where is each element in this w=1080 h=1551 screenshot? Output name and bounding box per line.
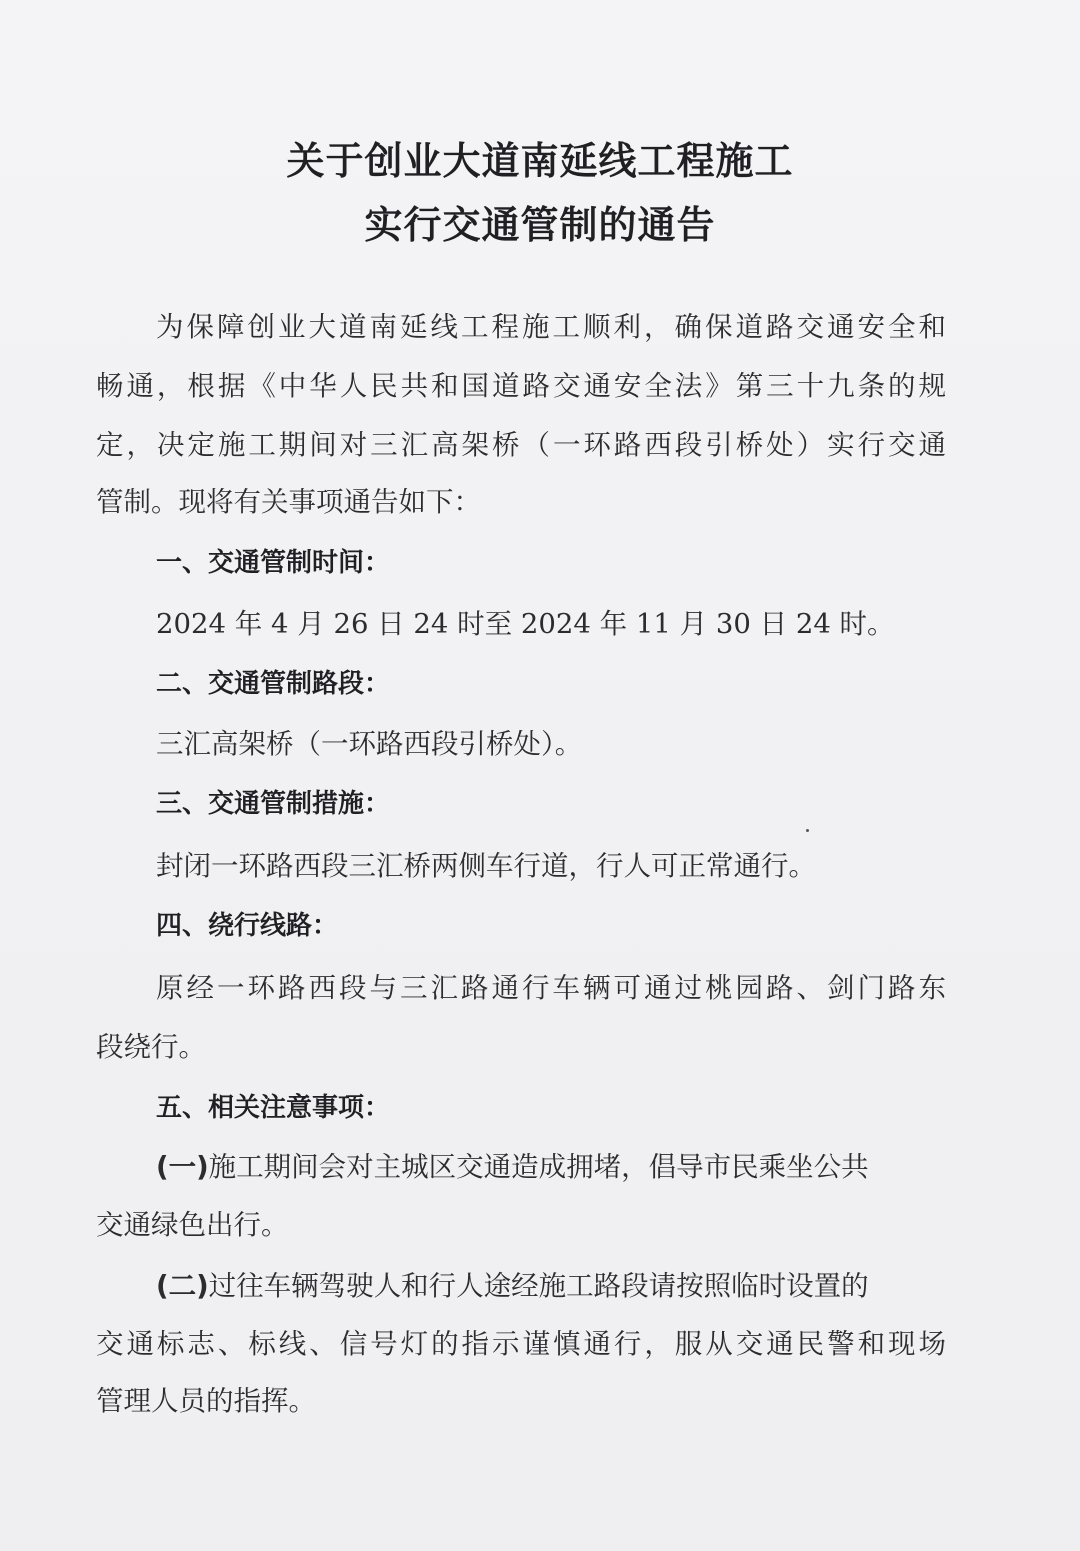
section-measures-heading: 三、交通管制措施： xyxy=(156,789,391,819)
section-detour-body-line2: 段绕行。 xyxy=(96,1031,206,1063)
section-detour-heading: 四、绕行线路： xyxy=(156,911,339,941)
notice-title-line2: 实行交通管制的通告 xyxy=(364,203,716,247)
notice-title-line1: 关于创业大道南延线工程施工 xyxy=(286,139,794,183)
section-road-body: 三汇高架桥（一环路西段引桥处）。 xyxy=(156,728,583,760)
note-item2-line2: 交通标志、标线、信号灯的指示谨慎通行，服从交通民警和现场 xyxy=(96,1328,946,1360)
note-item2-line1 xyxy=(156,1266,946,1306)
section-notes-heading: 五、相关注意事项： xyxy=(156,1093,391,1123)
intro-line4: 管制。现将有关事项通告如下： xyxy=(96,486,481,518)
scan-speck xyxy=(806,829,809,832)
section-road-heading: 二、交通管制路段： xyxy=(156,669,391,699)
note-item1-line2: 交通绿色出行。 xyxy=(96,1209,289,1241)
note-item2-line3: 管理人员的指挥。 xyxy=(96,1385,316,1417)
section-detour-body-line1: 原经一环路西段与三汇路通行车辆可通过桃园路、剑门路东 xyxy=(156,972,946,1004)
note-item1-label: (一) xyxy=(156,1151,209,1183)
note-item2-text: 过往车辆驾驶人和行人途经施工路段请按照临时设置的 xyxy=(208,1270,869,1302)
note-item2-label: (二) xyxy=(156,1270,209,1302)
section-time-heading: 一、交通管制时间： xyxy=(156,548,391,578)
section-measures-body: 封闭一环路西段三汇桥两侧车行道，行人可正常通行。 xyxy=(156,850,816,882)
section-time-body: 2024 年 4 月 26 日 24 时至 2024 年 11 月 30 日 24 时。 xyxy=(156,608,895,640)
intro-line1: 为保障创业大道南延线工程施工顺利，确保道路交通安全和 xyxy=(156,311,946,343)
note-item1-line1 xyxy=(156,1147,946,1187)
intro-line3: 定，决定施工期间对三汇高架桥（一环路西段引桥处）实行交通 xyxy=(96,429,946,461)
intro-line2: 畅通，根据《中华人民共和国道路交通安全法》第三十九条的规 xyxy=(96,370,946,402)
note-item1-text: 施工期间会对主城区交通造成拥堵，倡导市民乘坐公共 xyxy=(208,1151,869,1183)
